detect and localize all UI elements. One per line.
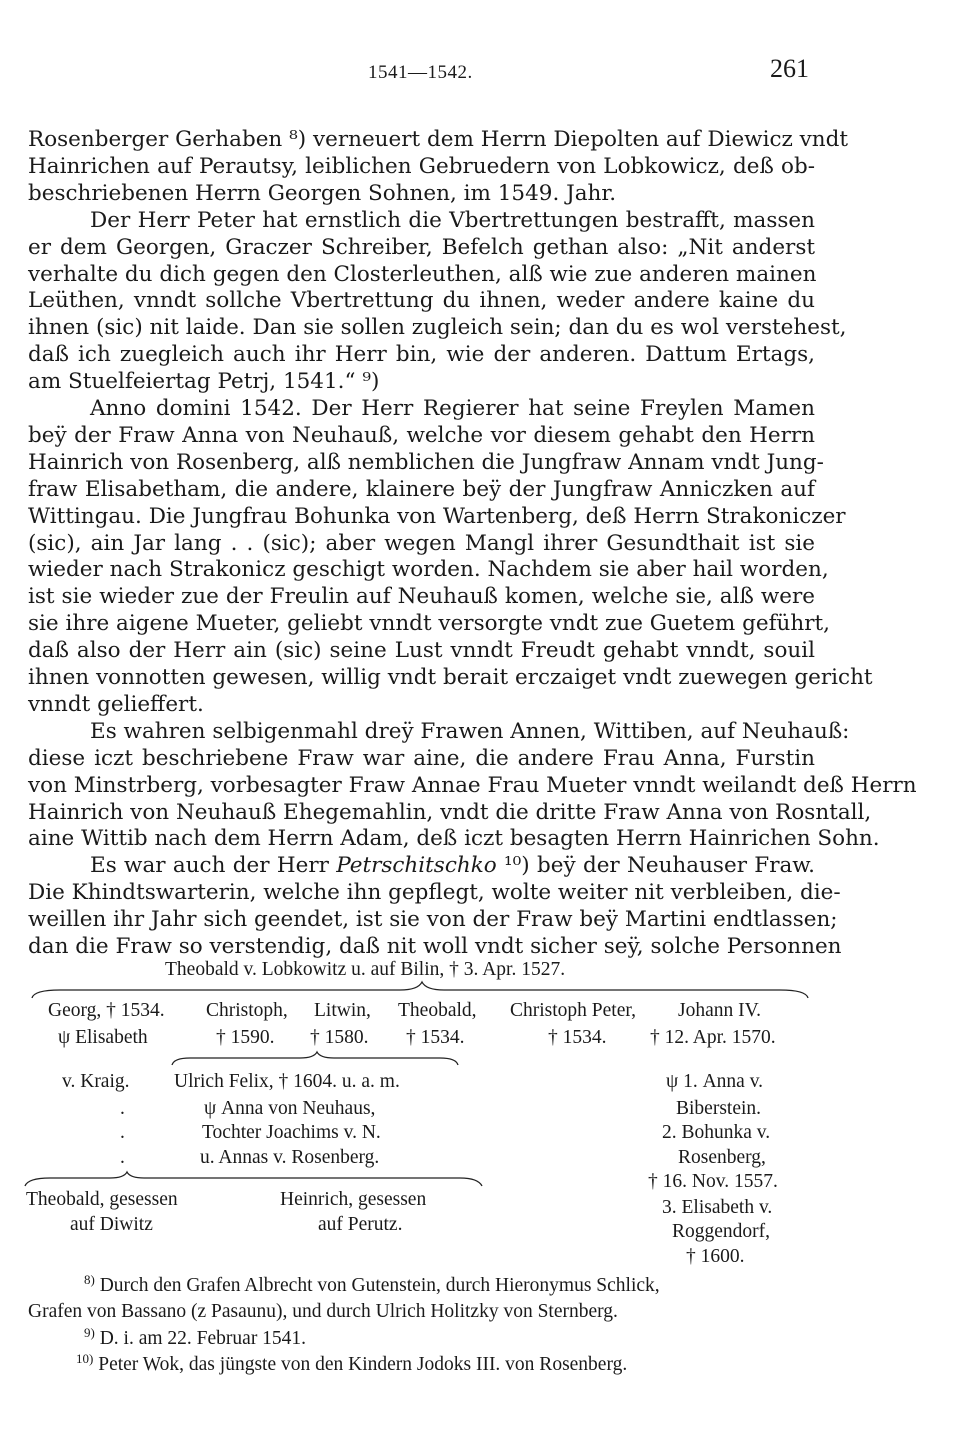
- body-line: am Stuelfeiertag Petrj, 1541.“ ⁹): [28, 369, 380, 395]
- body-line: wieder nach Strakonicz geschigt worden. Nachdem sie aber hail worden,: [28, 557, 829, 583]
- ulrich-spouse-father: Tochter Joachims v. N.: [202, 1122, 381, 1143]
- body-line: Der Herr Peter hat ernstlich die Vbertrettungen bestrafft, massen: [90, 207, 815, 233]
- footnote-8-line-1: $^{8)}$ Durch den Grafen Albrecht von Gutenstein, durch Hieronymus Schlick,: [84, 1272, 660, 1296]
- johann-wife-3a: 3. Elisabeth v.: [662, 1197, 773, 1218]
- body-line: dan die Fraw so verstendig, daß nit woll vndt sicher seÿ, solche Personnen: [28, 934, 842, 959]
- child-litwin-death: † 1580.: [310, 1027, 369, 1048]
- body-line: daß also der Herr ain (sic) seine Lust vnndt Freudt gehabt vnndt, souil: [28, 638, 815, 664]
- body-line: aine Wittib nach dem Herrn Adam, deß iczt besagten Herrn Hainrichen Sohn.: [28, 826, 880, 852]
- body-line: ist sie wieder zue der Freulin auf Neuhauß komen, welche sie, alß were: [28, 584, 815, 610]
- body-line: (sic), ain Jar lang . . (sic); aber wegen Mangl ihrer Gesundthait ist sie: [28, 530, 815, 556]
- dot-3: .: [120, 1147, 125, 1168]
- body-line: diese iczt beschriebene Fraw war aine, die andere Frau Anna, Furstin: [28, 745, 815, 771]
- child-theobald-death: † 1534.: [406, 1027, 465, 1048]
- body-line: vnndt gelieffert.: [28, 691, 204, 717]
- footnote-10: $^{10)}$ Peter Wok, das jüngste von den Kindern Jodoks III. von Rosenberg.: [76, 1351, 628, 1375]
- body-line: verhalte du dich gegen den Closterleuthen, alß wie zue anderen mainen: [28, 261, 817, 287]
- body-line: beschriebenen Herrn Georgen Sohnen, im 1549. Jahr.: [28, 180, 617, 206]
- body-line: von Minstrberg, vorbesagter Fraw Annae Frau Mueter vnndt weilandt deß Herrn: [28, 772, 917, 798]
- johann-wife-1b: Biberstein.: [676, 1098, 762, 1119]
- genealogy-root: Theobald v. Lobkowitz u. auf Bilin, † 3. Apr. 1527.: [165, 959, 566, 980]
- child-christoph-death: † 1590.: [216, 1027, 275, 1048]
- johann-wife-2b: Rosenberg,: [678, 1147, 766, 1168]
- johann-wife-2a: 2. Bohunka v.: [662, 1122, 771, 1143]
- ulrich-spouse: ψ Anna von Neuhaus,: [204, 1098, 376, 1119]
- body-line: Die Khindtswarterin, welche ihn gepflegt, wolte weiter nit verbleiben, die-: [28, 880, 841, 906]
- body-line: Hainrich von Neuhauß Ehegemahlin, vndt die dritte Fraw Anna von Rosntall,: [28, 799, 872, 825]
- child-johann: Johann IV.: [678, 1000, 762, 1021]
- body-line: Hainrichen auf Perautsy, leiblichen Gebruedern von Lobkowicz, deß ob-: [28, 153, 815, 179]
- body-line: Leüthen, vnndt sollche Vbertrettung du ihnen, weder andere kaine du: [28, 288, 815, 314]
- body-line: Hainrich von Rosenberg, alß nemblichen die Jungfraw Annam vndt Jung-: [28, 449, 824, 475]
- child-georg-spouse: ψ Elisabeth: [58, 1027, 148, 1048]
- child-christoph: Christoph,: [206, 1000, 288, 1021]
- child-litwin: Litwin,: [314, 1000, 371, 1021]
- ulrich-felix: Ulrich Felix, † 1604. u. a. m.: [174, 1071, 400, 1092]
- grandchild-heinrich-1: Heinrich, gesessen: [280, 1189, 427, 1210]
- body-line: Wittingau. Die Jungfrau Bohunka von Wartenberg, deß Herrn Strakoniczer: [28, 503, 846, 529]
- body-line: daß ich zuegleich auch ihr Herr bin, wie der anderen. Dattum Ertags,: [28, 342, 815, 368]
- page-number: 261: [770, 54, 809, 83]
- body-line: beÿ der Fraw Anna von Neuhauß, welche vor diesem gehabt den Herrn: [28, 422, 815, 448]
- running-title: 1541—1542.: [368, 62, 473, 83]
- footnote-9: $^{9)}$ D. i. am 22. Februar 1541.: [84, 1325, 307, 1349]
- ulrich-spouse-mother: u. Annas v. Rosenberg.: [200, 1147, 380, 1168]
- body-line: Es wahren selbigenmahl dreÿ Frawen Annen, Wittiben, auf Neuhauß:: [90, 718, 850, 744]
- body-line: er dem Georgen, Graczer Schreiber, Befelch gethan also: „Nit anderst: [28, 234, 815, 260]
- elisabeth-kraig: v. Kraig.: [62, 1071, 130, 1092]
- body-line: ihnen vonnotten gewesen, willig vndt berait erczaiget vndt zuewegen gericht: [28, 665, 873, 690]
- body-line: Rosenberger Gerhaben ⁸) verneuert dem Herrn Diepolten auf Diewicz vndt: [28, 127, 849, 152]
- body-line: ihnen (sic) nit laide. Dan sie sollen zugleich sein; dan du es wol verstehest,: [28, 315, 847, 341]
- dot-2: .: [120, 1122, 125, 1143]
- johann-wife-2c: † 16. Nov. 1557.: [648, 1171, 778, 1192]
- grandchild-theobald-2: auf Diwitz: [70, 1214, 153, 1235]
- child-christoph-peter: Christoph Peter,: [510, 1000, 636, 1021]
- johann-wife-3c: † 1600.: [686, 1246, 745, 1267]
- child-georg: Georg, † 1534.: [48, 1000, 165, 1021]
- johann-wife-1a: ψ 1. Anna v.: [666, 1071, 764, 1092]
- johann-wife-3b: Roggendorf,: [672, 1221, 771, 1242]
- body-line: sie ihre aigene Mueter, geliebt vnndt versorgte vndt zue Guetem geführt,: [28, 611, 830, 637]
- body-line: weillen ihr Jahr sich geendet, ist sie von der Fraw beÿ Martini endtlassen;: [28, 907, 838, 933]
- child-theobald: Theobald,: [398, 1000, 477, 1021]
- footnote-8-line-2: Grafen von Bassano (z Pasaunu), und durch Ulrich Holitzky von Sternberg.: [28, 1301, 618, 1322]
- grandchild-heinrich-2: auf Perutz.: [318, 1214, 403, 1235]
- body-line: fraw Elisabetham, die andere, klainere beÿ der Jungfraw Anniczken auf: [28, 476, 815, 502]
- child-christoph-peter-death: † 1534.: [548, 1027, 607, 1048]
- grandchild-theobald-1: Theobald, gesessen: [26, 1189, 178, 1210]
- body-line: Es war auch der Herr Petrschitschko ¹⁰) beÿ der Neuhauser Fraw.: [90, 853, 815, 879]
- body-line: Anno domini 1542. Der Herr Regierer hat seine Freylen Mamen: [90, 396, 815, 421]
- child-johann-death: † 12. Apr. 1570.: [650, 1027, 776, 1048]
- dot-1: .: [120, 1098, 125, 1119]
